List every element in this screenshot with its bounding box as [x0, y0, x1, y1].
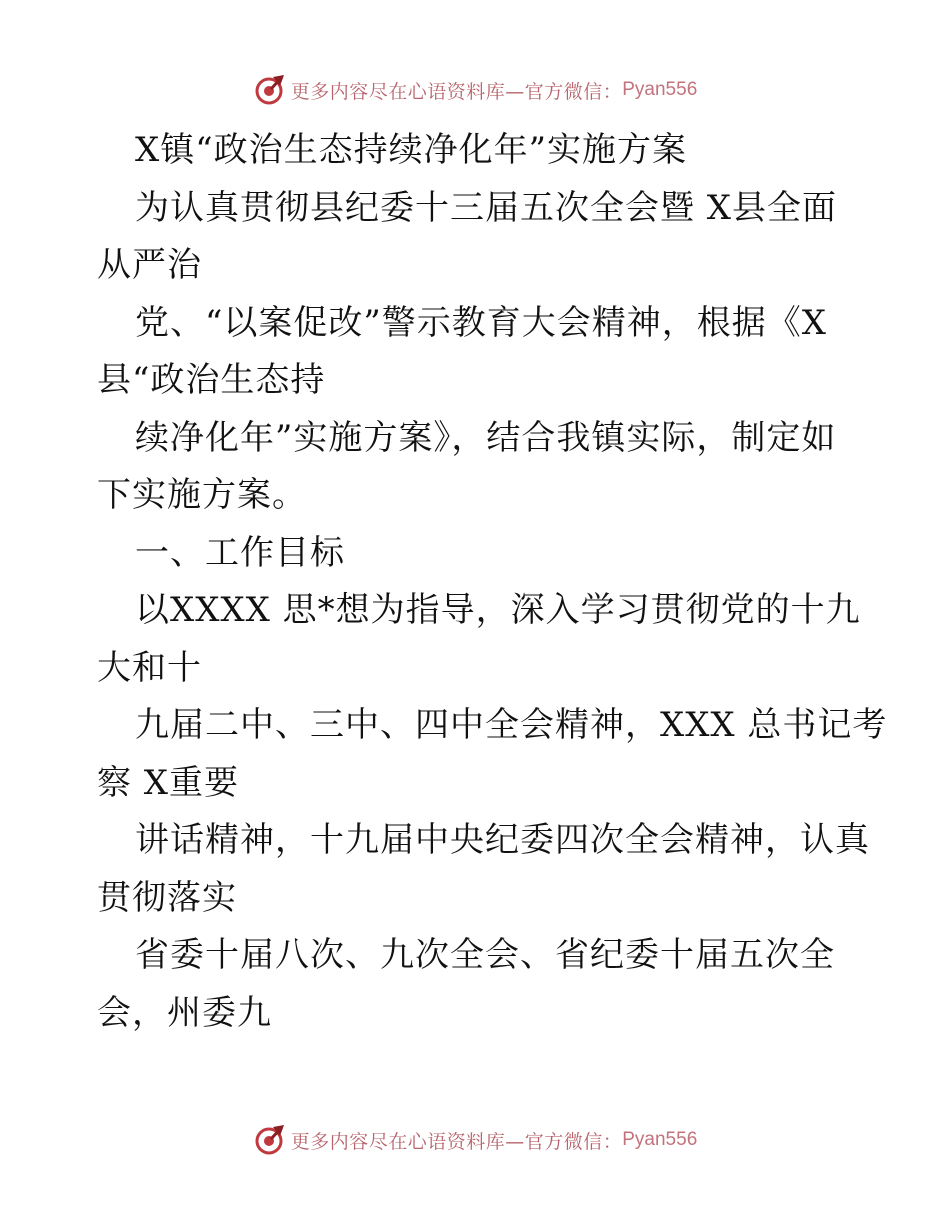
watermark-banner-top: [0, 70, 950, 110]
doc-line: 省委十届八次、九次全会、省纪委十届五次全: [135, 935, 835, 975]
section-heading: 一、工作目标: [135, 532, 345, 573]
doc-line: 以XXXX 思*想为指导，深入学习贯彻党的十九: [135, 590, 861, 630]
watermark-wechat-id: Pyan556: [622, 1129, 698, 1150]
doc-line: 县“政治生态持: [97, 360, 326, 400]
doc-line: 讲话精神，十九届中央纪委四次全会精神，认真: [135, 820, 870, 860]
logo-icon: [253, 73, 287, 107]
doc-line: 九届二中、三中、四中全会精神，XXX 总书记考: [135, 705, 888, 745]
doc-line: 察 X重要: [97, 762, 240, 803]
doc-line: 从严治: [97, 245, 202, 285]
watermark-text: 更多内容尽在心语资料库—官方微信：: [290, 1130, 623, 1153]
doc-line: 下实施方案。: [97, 475, 307, 515]
watermark-banner-bottom: [0, 1120, 950, 1160]
doc-title: X镇“政治生态持续净化年”实施方案: [135, 130, 687, 170]
doc-line: 贯彻落实: [97, 877, 237, 918]
doc-line: 会，州委九: [97, 992, 272, 1033]
watermark-wechat-id: Pyan556: [622, 79, 698, 100]
logo-icon: [253, 1123, 287, 1157]
watermark-text: 更多内容尽在心语资料库—官方微信：: [290, 80, 623, 103]
doc-line: 党、“以案促改”警示教育大会精神，根据《X: [135, 302, 827, 343]
document-body: [97, 122, 888, 1042]
doc-line: 大和十: [97, 647, 202, 688]
doc-line: 为认真贯彻县纪委十三届五次全会暨 X县全面: [135, 187, 838, 228]
doc-line: 续净化年”实施方案》，结合我镇实际，制定如: [135, 417, 837, 458]
